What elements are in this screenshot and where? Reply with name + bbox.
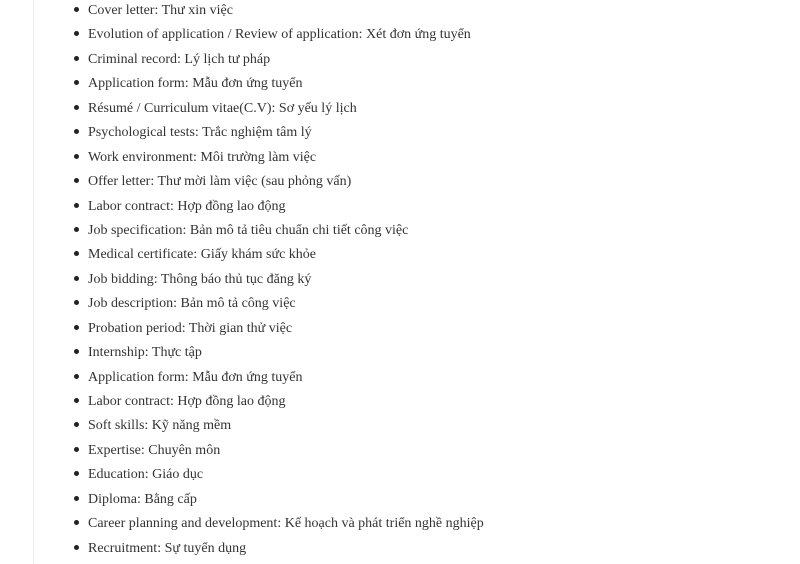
list-item: Evolution of application / Review of application: Xét đơn ứng tuyển <box>74 24 484 48</box>
list-item: Diploma: Bằng cấp <box>74 489 484 513</box>
list-item: Internship: Thực tập <box>74 342 484 366</box>
list-item: Offer letter: Thư mời làm việc (sau phỏng vấn) <box>74 171 484 195</box>
list-item: Expertise: Chuyên môn <box>74 440 484 464</box>
list-item: Education: Giáo dục <box>74 464 484 488</box>
list-item: Job bidding: Thông báo thủ tục đăng ký <box>74 269 484 293</box>
list-item: Recruitment: Sự tuyển dụng <box>74 538 484 562</box>
list-item: Psychological tests: Trắc nghiệm tâm lý <box>74 122 484 146</box>
vocabulary-list <box>74 0 484 562</box>
list-item: Application form: Mẫu đơn ứng tuyển <box>74 73 484 97</box>
list-item: Cover letter: Thư xin việc <box>74 0 484 24</box>
article-content <box>33 0 800 564</box>
list-item: Work environment: Môi trường làm việc <box>74 147 484 171</box>
list-item: Career planning and development: Kế hoạch và phát triển nghề nghiệp <box>74 513 484 537</box>
list-item: Job specification: Bản mô tả tiêu chuẩn chi tiết công việc <box>74 220 484 244</box>
list-item: Criminal record: Lý lịch tư pháp <box>74 49 484 73</box>
list-item: Job description: Bản mô tả công việc <box>74 293 484 317</box>
list-item: Medical certificate: Giấy khám sức khỏe <box>74 244 484 268</box>
list-item: Soft skills: Kỹ năng mềm <box>74 415 484 439</box>
list-item: Application form: Mẫu đơn ứng tuyển <box>74 367 484 391</box>
list-item: Labor contract: Hợp đồng lao động <box>74 196 484 220</box>
list-item: Résumé / Curriculum vitae(C.V): Sơ yếu lý lịch <box>74 98 484 122</box>
list-item: Probation period: Thời gian thử việc <box>74 318 484 342</box>
list-item: Labor contract: Hợp đồng lao động <box>74 391 484 415</box>
